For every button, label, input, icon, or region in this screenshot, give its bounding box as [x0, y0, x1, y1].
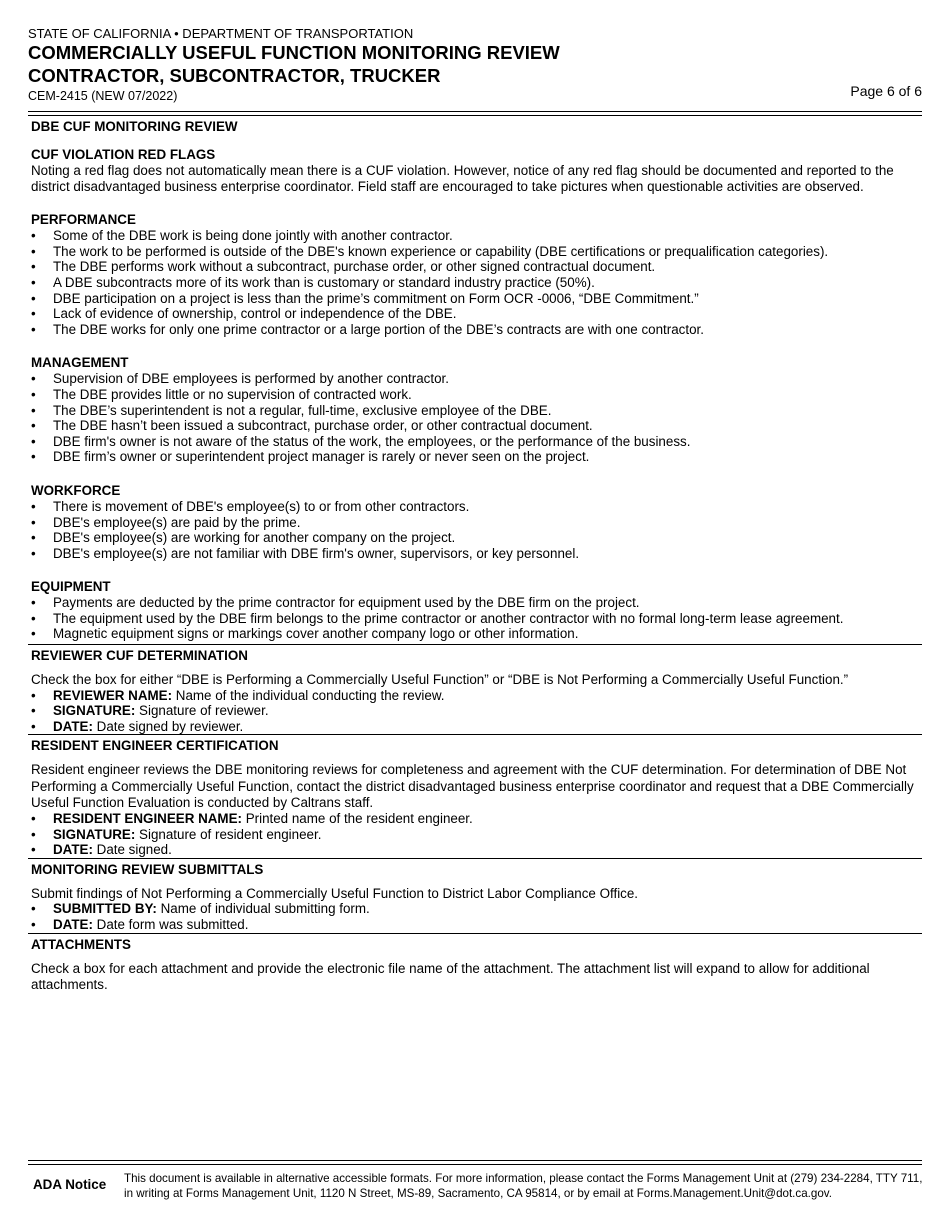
item-label: DATE: — [53, 917, 93, 933]
list-item: • DBE participation on a project is less than the prime’s commitment on Form OCR -0006, “DBE Commitment.” — [31, 291, 922, 307]
list-item — [31, 827, 922, 843]
list-item: • Supervision of DBE employees is performed by another contractor. — [31, 371, 922, 387]
item-label: SIGNATURE: — [53, 703, 136, 719]
agency-line: STATE OF CALIFORNIA • DEPARTMENT OF TRANSPORTATION — [28, 26, 414, 41]
footer-divider — [28, 1160, 922, 1165]
list-item — [31, 719, 922, 735]
list-item — [31, 811, 922, 827]
reviewer-list — [31, 688, 922, 735]
item-text: Name of individual submitting form. — [156, 901, 370, 917]
list-item — [31, 901, 922, 917]
form-title-line-1: COMMERCIALLY USEFUL FUNCTION MONITORING REVIEW — [28, 42, 560, 63]
management-heading: MANAGEMENT — [31, 355, 129, 371]
item-label: SIGNATURE: — [53, 826, 136, 842]
list-item: • The work to be performed is outside of the DBE's known experience or capability (DBE certifications or prequalification categories). — [31, 244, 922, 260]
list-item: • Payments are deducted by the prime contractor for equipment used by the DBE firm on the project. — [31, 595, 922, 611]
page-content — [31, 119, 922, 994]
resident-heading: RESIDENT ENGINEER CERTIFICATION — [31, 738, 279, 754]
list-item — [31, 703, 922, 719]
equipment-heading: EQUIPMENT — [31, 579, 111, 595]
list-item: • The DBE works for only one prime contractor or a large portion of the DBE’s contracts are with one contractor. — [31, 322, 922, 338]
list-item: • Magnetic equipment signs or markings cover another company logo or other information. — [31, 626, 922, 642]
resident-text: Resident engineer reviews the DBE monitoring reviews for completeness and agreement with the CUF determination. For determination of DBE Not Performing a Commercially Useful Function, contact the district disadvantaged business enterprise coordinator and request that a DBE Commercially Useful Function Evaluation is conducted by Caltrans staff. — [31, 762, 914, 810]
workforce-list — [31, 499, 922, 561]
section-divider — [28, 858, 922, 859]
attachments-text: Check a box for each attachment and provide the electronic file name of the attachment. The attachment list will expand to allow for additional attachments. — [31, 960, 870, 993]
item-text: Name of the individual conducting the review. — [172, 687, 445, 703]
form-number: CEM-2415 (NEW 07/2022) — [28, 89, 178, 103]
list-item — [31, 917, 922, 933]
list-item: • DBE's employee(s) are working for another company on the project. — [31, 530, 922, 546]
item-text: Date signed by reviewer. — [92, 718, 244, 734]
workforce-heading: WORKFORCE — [31, 482, 121, 498]
form-title-line-2: CONTRACTOR, SUBCONTRACTOR, TRUCKER — [28, 65, 441, 86]
submittals-list — [31, 901, 922, 932]
list-item: • Lack of evidence of ownership, control or independence of the DBE. — [31, 306, 922, 322]
submittals-heading: MONITORING REVIEW SUBMITTALS — [31, 861, 264, 877]
resident-list — [31, 811, 922, 858]
equipment-list — [31, 595, 922, 642]
attachments-heading: ATTACHMENTS — [31, 936, 131, 952]
item-label: DATE: — [53, 718, 93, 734]
form-header — [28, 26, 922, 104]
page-number: Page 6 of 6 — [850, 83, 922, 99]
management-list — [31, 371, 922, 465]
main-heading: DBE CUF MONITORING REVIEW — [31, 119, 238, 134]
list-item — [31, 842, 922, 858]
list-item: • A DBE subcontracts more of its work than is customary or standard industry practice (50%). — [31, 275, 922, 291]
item-text: Date form was submitted. — [92, 917, 249, 933]
reviewer-heading: REVIEWER CUF DETERMINATION — [31, 648, 248, 664]
list-item: • The DBE hasn’t been issued a subcontract, purchase order, or other contractual document. — [31, 418, 922, 434]
section-divider — [28, 933, 922, 934]
list-item: • DBE firm’s owner or superintendent project manager is rarely or never seen on the project. — [31, 449, 922, 465]
performance-heading: PERFORMANCE — [31, 212, 136, 228]
ada-notice-label: ADA Notice — [33, 1177, 107, 1192]
item-text: Signature of reviewer. — [135, 703, 269, 719]
list-item: • Some of the DBE work is being done jointly with another contractor. — [31, 228, 922, 244]
item-text: Signature of resident engineer. — [135, 826, 322, 842]
item-text: Printed name of the resident engineer. — [241, 811, 473, 827]
list-item: • DBE's employee(s) are not familiar with DBE firm's owner, supervisors, or key personnel. — [31, 546, 922, 562]
list-item: • DBE's employee(s) are paid by the prime. — [31, 515, 922, 531]
item-text: Date signed. — [92, 842, 172, 858]
item-label: RESIDENT ENGINEER NAME: — [53, 811, 242, 827]
red-flags-text: Noting a red flag does not automatically mean there is a CUF violation. However, notice of any red flag should be documented and reported to the district disadvantaged business enterprise coordinator. Field staff are encouraged to take pictures when questionable activities are observed. — [31, 163, 894, 194]
reviewer-text: Check the box for either “DBE is Performing a Commercially Useful Function” or “DBE is Not Performing a Commercially Useful Function.” — [31, 672, 849, 688]
list-item: • The equipment used by the DBE firm belongs to the prime contractor or another contractor with no formal long-term lease agreement. — [31, 611, 922, 627]
header-divider — [28, 111, 922, 116]
list-item — [31, 688, 922, 704]
section-divider — [28, 644, 922, 645]
item-label: SUBMITTED BY: — [53, 901, 157, 917]
ada-notice-text: This document is available in alternative accessible formats. For more information, please contact the Forms Management Unit at (279) 234-2284, TTY 711, in writing at Forms Management Unit, 1120 N Street, MS-89, Sacramento, CA 95814, or by email at Forms.Management.Unit@dot.ca.gov. — [124, 1172, 923, 1200]
list-item: • The DBE performs work without a subcontract, purchase order, or other signed contractual document. — [31, 259, 922, 275]
section-divider — [28, 734, 922, 735]
performance-list — [31, 228, 922, 337]
item-label: DATE: — [53, 842, 93, 858]
list-item: • DBE firm's owner is not aware of the status of the work, the employees, or the performance of the business. — [31, 434, 922, 450]
submittals-text: Submit findings of Not Performing a Commercially Useful Function to District Labor Compliance Office. — [31, 885, 639, 901]
list-item: • The DBE provides little or no supervision of contracted work. — [31, 387, 922, 403]
item-label: REVIEWER NAME: — [53, 687, 173, 703]
list-item: • There is movement of DBE's employee(s) to or from other contractors. — [31, 499, 922, 515]
red-flags-heading: CUF VIOLATION RED FLAGS — [31, 147, 216, 162]
list-item: • The DBE’s superintendent is not a regular, full-time, exclusive employee of the DBE. — [31, 403, 922, 419]
